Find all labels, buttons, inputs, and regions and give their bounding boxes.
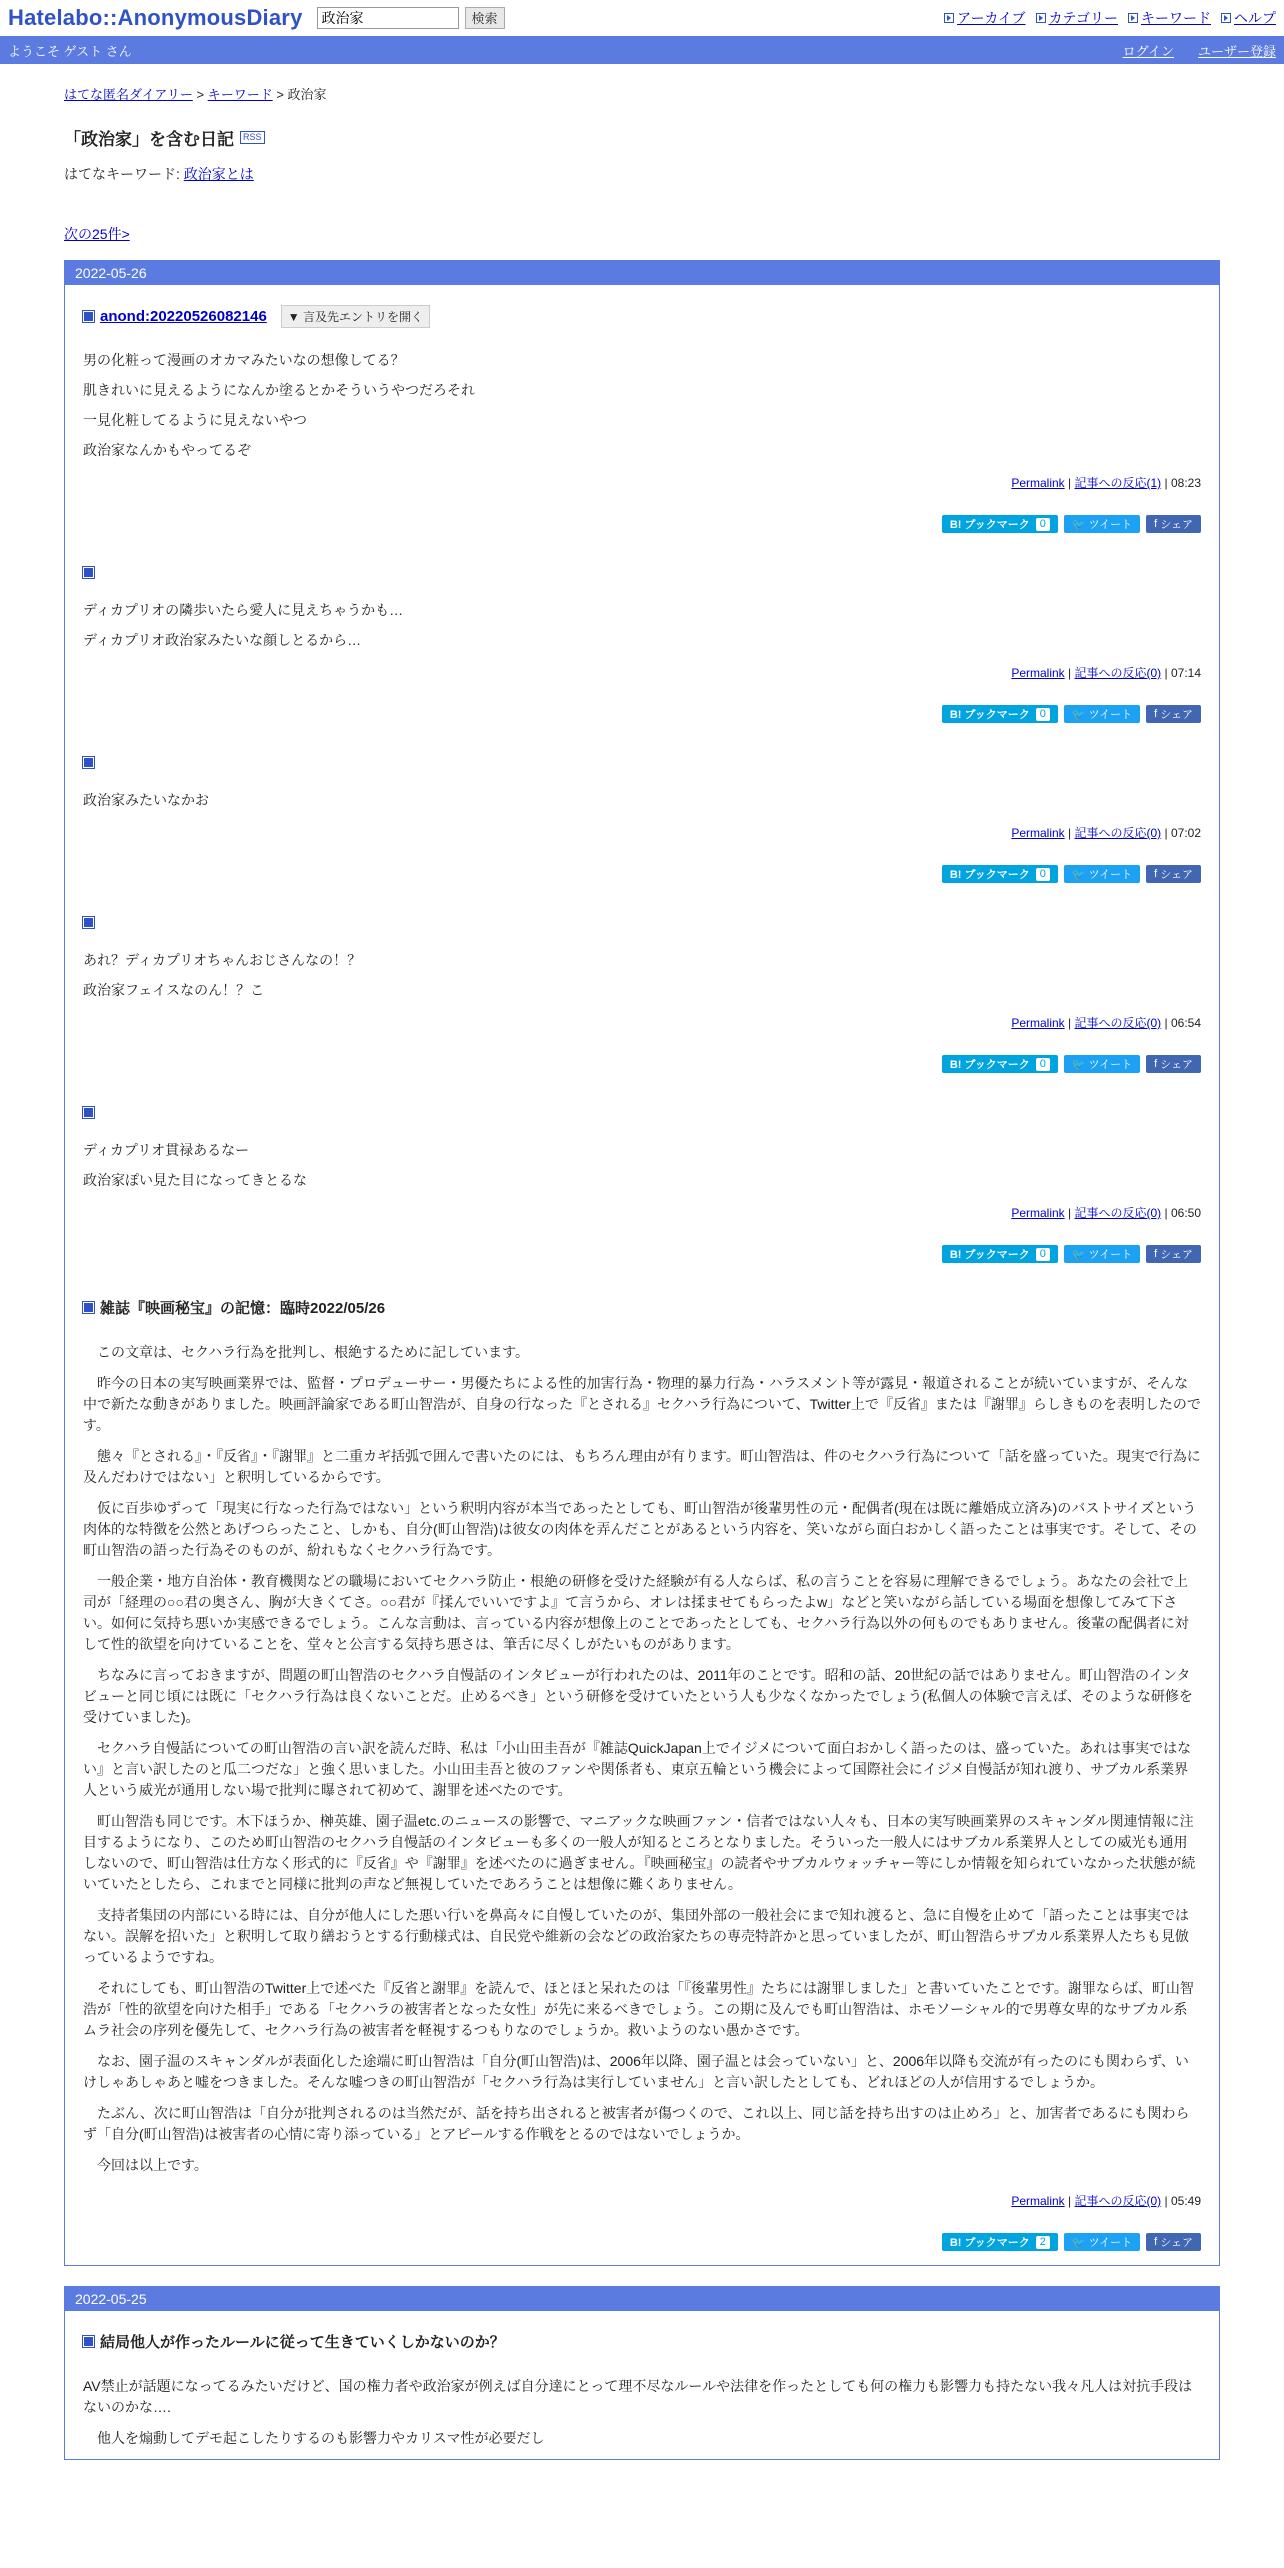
keyword-line: はてなキーワード: 政治家とは: [64, 166, 254, 182]
section-title: 結局他人が作ったルールに従って生きていくしかないのか？: [100, 2334, 505, 2351]
section-anchor-icon[interactable]: [83, 1302, 94, 1313]
hatena-bookmark-button[interactable]: B! ブックマーク 0: [942, 1245, 1058, 1263]
permalink[interactable]: Permalink: [1011, 1016, 1065, 1030]
hatena-bookmark-button[interactable]: B! ブックマーク 2: [942, 2233, 1058, 2251]
entry-section: [65, 917, 1219, 1087]
section-title-link[interactable]: anond:20220526082146: [100, 308, 267, 325]
reactions-link[interactable]: 記事への反応(0): [1074, 826, 1162, 840]
section-title: 雑誌『映画秘宝』の記憶：臨時2022/05/26: [100, 1300, 386, 1317]
twitter-icon: 🐦: [1071, 1248, 1089, 1261]
reactions-link[interactable]: 記事への反応(0): [1074, 2194, 1162, 2208]
search-button[interactable]: 検索: [465, 7, 505, 29]
permalink[interactable]: Permalink: [1011, 666, 1065, 680]
nav-category[interactable]: カテゴリー: [1036, 8, 1118, 28]
twitter-icon: 🐦: [1071, 708, 1089, 721]
section-anchor-icon[interactable]: [83, 2336, 94, 2347]
entry-footer: Permalink | 記事への反応(0) | 05:49: [1011, 2194, 1201, 2208]
top-nav: [944, 8, 1276, 28]
section-anchor-icon[interactable]: [83, 567, 94, 578]
entry-section: [65, 305, 1219, 547]
section-anchor-icon[interactable]: [83, 757, 94, 768]
site-logo[interactable]: Hatelabo::AnonymousDiary: [8, 4, 303, 30]
facebook-share-button[interactable]: f シェア: [1146, 1055, 1201, 1073]
section-header: [83, 305, 1201, 328]
main-content: [0, 84, 1284, 2460]
arrow-icon: [944, 13, 954, 23]
facebook-share-button[interactable]: f シェア: [1146, 1245, 1201, 1263]
nav-help[interactable]: ヘルプ: [1221, 8, 1276, 28]
hatena-bookmark-button[interactable]: B! ブックマーク 0: [942, 865, 1058, 883]
bookmark-count: 2: [1036, 2236, 1050, 2249]
entry-body: ディカプリオ貫禄あるなー 政治家ぽい見た目になってきとるな: [83, 1142, 307, 1188]
section-anchor-icon[interactable]: [83, 311, 94, 322]
twitter-icon: 🐦: [1071, 518, 1089, 531]
arrow-icon: [1221, 13, 1231, 23]
page-title: 「政治家」を含む日記 RSS: [64, 125, 1220, 150]
search-input[interactable]: [317, 7, 459, 29]
login-link[interactable]: ログイン: [1122, 43, 1174, 59]
breadcrumb-home[interactable]: はてな匿名ダイアリー: [64, 87, 193, 102]
tweet-button[interactable]: 🐦 ツイート: [1064, 865, 1140, 883]
arrow-icon: [1128, 13, 1138, 23]
welcome-text: ようこそ ゲスト さん: [8, 43, 132, 59]
section-header: [83, 2331, 1201, 2352]
keyword-link[interactable]: 政治家とは: [183, 166, 254, 182]
nav-keyword[interactable]: キーワード: [1128, 8, 1211, 28]
permalink[interactable]: Permalink: [1011, 826, 1065, 840]
nav-archive[interactable]: アーカイブ: [944, 8, 1025, 28]
permalink[interactable]: Permalink: [1011, 2194, 1065, 2208]
twitter-icon: 🐦: [1071, 1058, 1089, 1071]
tweet-button[interactable]: 🐦 ツイート: [1064, 1055, 1140, 1073]
entry-body: 男の化粧って漫画のオカマみたいなの想像してる？ 肌きれいに見えるようになんか塗るとかそういうやつだろそれ 一見化粧してるように見えないやつ 政治家なんかもやってるぞ: [83, 352, 475, 458]
bookmark-count: 0: [1036, 1248, 1050, 1261]
tweet-button[interactable]: 🐦 ツイート: [1064, 705, 1140, 723]
section-header: [83, 567, 1201, 578]
reactions-link[interactable]: 記事への反応(0): [1074, 1016, 1162, 1030]
section-header: [83, 917, 1201, 928]
facebook-icon: f: [1154, 518, 1161, 530]
facebook-icon: f: [1154, 708, 1161, 720]
entry-footer: Permalink | 記事への反応(0) | 07:02: [1011, 826, 1201, 840]
entry-section: [65, 2331, 1219, 2449]
facebook-icon: f: [1154, 1248, 1161, 1260]
share-buttons: [83, 1245, 1201, 1277]
entry-time: | 07:14: [1164, 666, 1201, 680]
entry-section: [65, 567, 1219, 737]
entry-section: [65, 757, 1219, 897]
entry-time: | 07:02: [1164, 826, 1201, 840]
share-buttons: [83, 515, 1201, 547]
day-date: 2022-05-26: [65, 261, 1219, 285]
share-buttons: [83, 1055, 1201, 1087]
entry-time: | 06:54: [1164, 1016, 1201, 1030]
entry-section: [65, 1107, 1219, 1277]
section-anchor-icon[interactable]: [83, 1107, 94, 1118]
facebook-icon: f: [1154, 2236, 1161, 2248]
facebook-share-button[interactable]: f シェア: [1146, 2233, 1201, 2251]
entry-time: | 08:23: [1164, 476, 1201, 490]
facebook-share-button[interactable]: f シェア: [1146, 705, 1201, 723]
permalink[interactable]: Permalink: [1011, 1206, 1065, 1220]
entry-time: | 05:49: [1164, 2194, 1201, 2208]
share-buttons: [83, 865, 1201, 897]
reactions-link[interactable]: 記事への反応(0): [1074, 1206, 1162, 1220]
entry-body: この文章は、セクハラ行為を批判し、根絶するために記しています。 昨今の日本の実写映画業界では、監督・プロデューサー・男優たちによる性的加害行為・物理的暴力行為・ハラスメント等が露見・報道されることが続いていますが、そんな中で新たな動きがありました。映画評論家である町山智浩が、自身の行なった『とされる』セクハラ行為について、Twitter上で『反省』または『謝罪』らしきものを表明したのです。 態々『とされる』・『反省』・『謝罪』と二重カギ括弧で囲んで書いたのには、もちろん理由が有ります。町山智浩は、件のセクハラ行為について「話を盛っていた。現実で行為に及んだわけではない」と釈明しているからです。 仮に百歩ゆずって「現実に行なった行為ではない」という釈明内容が本当であったとしても、町山智浩が後輩男性の元・配偶者(現在は既に離婚成立済み)のバストサイズという肉体的な特徴を公然とあげつらったこと、しかも、自分(町山智浩)は彼女の肉体を弄んだことがあるという内容を、笑いながら面白おかしく語ったことは事実です。そして、その町山智浩の語った行為そのものが、紛れもなくセクハラ行為です。 一般企業・地方自治体・教育機関などの職場においてセクハラ防止・根絶の研修を受けた経験が有る人ならば、私の言うことを容易に理解できるでしょう。あなたの会社で上司が「経理の○○君の奥さん、胸が大きくてさ。○○君が『揉んでいいですよ』て言うから、オレは揉ませてもらったよw」などと笑いながら話している場面を想像してみて下さい。如何に気持ち悪いか実感できるでしょう。こんな言動は、言っている内容が想像上のことであったとしても、セクハラ行為以外の何ものでもありません。後輩の配偶者に対して性的欲望を向けていることを、堂々と公言する気持ち悪さは、筆舌に尽くしがたいものがあります。 ちなみに言っておきますが、問題の町山智浩のセクハラ自慢話のインタビューが行われたのは、2011年のことです。昭和の話、20世紀の話ではありません。町山智浩のインタビューと同じ頃には既に「セクハラ行為は良くないことだ。止めるべき」という研修を受けていたという人も少なくなかったでしょう(私個人の体験で言えば、そのような研修を受けていました)。 セクハラ自慢話についての町山智浩の言い訳を読んだ時、私は「小山田圭吾が『雑誌QuickJapan上でイジメについて面白おかしく語ったのは、盛っていた。あれは事実ではない』と言い訳したのと瓜二つだな」と強く思いました。小山田圭吾と彼のファンや関係者も、東京五輪という機会によって国際社会にイジメ自慢話が知れ渡り、サブカル系業界人という威光が通用しない場で批判に曝されて初めて、謝罪を述べたのです。 町山智浩も同じです。木下ほうか、榊英雄、園子温etc.のニュースの影響で、マニアックな映画ファン・信者ではない人々も、日本の実写映画業界のスキャンダル関連情報に注目するようになり、このため町山智浩のセクハラ自慢話のインタビューも多くの一般人が知るところとなりました。そういった一般人にはサブカル系業界人としての威光も通用しないので、町山智浩は仕方なく形式的に『反省』や『謝罪』を述べたのに過ぎません。『映画秘宝』の読者やサブカルウォッチャー等にしか情報を知られていなかった状態が続いていたとしたら、これまでと同様に批判の声など無視していたであろうことは想像に難くありません。 支持者集団の内部にいる時には、自分が他人にした悪い行いを鼻高々に自慢していたのが、集団外部の一般社会にまで知れ渡ると、急に自慢を止めて「語ったことは事実ではない。誤解を招いた」と釈明して取り繕おうとする行動様式は、自民党や維新の会などの政治家たちの専売特許かと思っていましたが、町山智浩らサブカル系業界人たちも見倣っているようですね。 それにしても、町山智浩のTwitter上で述べた『反省と謝罪』を読んで、ほとほと呆れたのは「『後輩男性』たちには謝罪しました」と書いていたことです。謝罪ならば、町山智浩が「性的欲望を向けた相手」である「セクハラの被害者となった女性」が先に来るべきでしょう。この期に及んでも町山智浩は、ホモソーシャル的で男尊女卑的なサブカル系ムラ社会の序列を優先して、セクハラ行為の被害者を軽視するつもりなのでしょうか。救いようのない愚かさです。 なお、園子温のスキャンダルが表面化した途端に町山智浩は「自分(町山智浩)は、2006年以降、園子温とは会っていない」と、2006年以降も交流が有ったのにも関わらず、いけしゃあしゃあと嘘をつきました。そんな嘘つきの町山智浩が「セクハラ行為は実行していません」と言い訳したとしても、どれほどの人が信用するでしょうか。 たぶん、次に町山智浩は「自分が批判されるのは当然だが、話を持ち出されると被害者が傷つくので、これ以上、同じ話を持ち出すのは止めろ」と、加害者であるにも関わらず「自分(町山智浩)は被害者の心情に寄り添っている」とアピールする作戦をとるのではないでしょうか。 今回は以上です。: [83, 1344, 1201, 2173]
register-link[interactable]: ユーザー登録: [1197, 43, 1276, 59]
entry-footer: Permalink | 記事への反応(0) | 06:50: [1011, 1206, 1201, 1220]
tweet-button[interactable]: 🐦 ツイート: [1064, 515, 1140, 533]
entry-section: [65, 1297, 1219, 2265]
day-date: 2022-05-25: [65, 2287, 1219, 2311]
entry-body: あれ？ディカプリオちゃんおじさんなの！？ 政治家フェイスなのん！？こ: [83, 952, 362, 998]
share-buttons: [83, 2233, 1201, 2265]
bookmark-count: 0: [1036, 868, 1050, 881]
facebook-icon: f: [1154, 868, 1161, 880]
twitter-icon: 🐦: [1071, 868, 1089, 881]
entry-footer: Permalink | 記事への反応(0) | 07:14: [1011, 666, 1201, 680]
section-header: [83, 1107, 1201, 1118]
reactions-link[interactable]: 記事への反応(0): [1074, 666, 1162, 680]
entry-body: AV禁止が話題になってるみたいだけど、国の権力者や政治家が例えば自分達にとって理不尽なルールや法律を作ったとしても何の権力も影響力も持たない我々凡人は対抗手段はないのかな…. 他人を煽動してデモ起こしたりするのも影響力やカリスマ性が必要だし: [83, 2378, 1193, 2446]
facebook-share-button[interactable]: f シェア: [1146, 865, 1201, 883]
entry-footer: Permalink | 記事への反応(0) | 06:54: [1011, 1016, 1201, 1030]
facebook-icon: f: [1154, 1058, 1161, 1070]
section-anchor-icon[interactable]: [83, 917, 94, 928]
tweet-button[interactable]: 🐦 ツイート: [1064, 1245, 1140, 1263]
hatena-bookmark-button[interactable]: B! ブックマーク 0: [942, 515, 1058, 533]
permalink[interactable]: Permalink: [1011, 476, 1065, 490]
day-block: [64, 2286, 1220, 2460]
breadcrumb: はてな匿名ダイアリー > キーワード > 政治家: [64, 87, 327, 102]
entry-time: | 06:50: [1164, 1206, 1201, 1220]
expand-refs-button[interactable]: ▼ 言及先エントリを開く: [281, 305, 430, 328]
facebook-share-button[interactable]: f シェア: [1146, 515, 1201, 533]
bookmark-count: 0: [1036, 518, 1050, 531]
entry-body: ディカプリオの隣歩いたら愛人に見えちゃうかも… ディカプリオ政治家みたいな顔しとるから…: [83, 602, 404, 648]
arrow-icon: [1036, 13, 1046, 23]
user-bar: [0, 36, 1284, 64]
reactions-link[interactable]: 記事への反応(1): [1074, 476, 1162, 490]
hatena-bookmark-button[interactable]: B! ブックマーク 0: [942, 1055, 1058, 1073]
hatena-bookmark-button[interactable]: B! ブックマーク 0: [942, 705, 1058, 723]
top-bar: [0, 0, 1284, 36]
bookmark-count: 0: [1036, 708, 1050, 721]
twitter-icon: 🐦: [1071, 2236, 1089, 2249]
rss-icon[interactable]: RSS: [240, 131, 265, 144]
tweet-button[interactable]: 🐦 ツイート: [1064, 2233, 1140, 2251]
section-header: [83, 1297, 1201, 1318]
bookmark-count: 0: [1036, 1058, 1050, 1071]
entry-body: 政治家みたいなかお: [83, 792, 209, 808]
next-page-link[interactable]: 次の25件>: [64, 226, 130, 242]
entry-footer: Permalink | 記事への反応(1) | 08:23: [1011, 476, 1201, 490]
breadcrumb-keyword[interactable]: キーワード: [207, 87, 273, 102]
breadcrumb-current: 政治家: [287, 87, 327, 102]
share-buttons: [83, 705, 1201, 737]
section-header: [83, 757, 1201, 768]
day-block: [64, 260, 1220, 2266]
